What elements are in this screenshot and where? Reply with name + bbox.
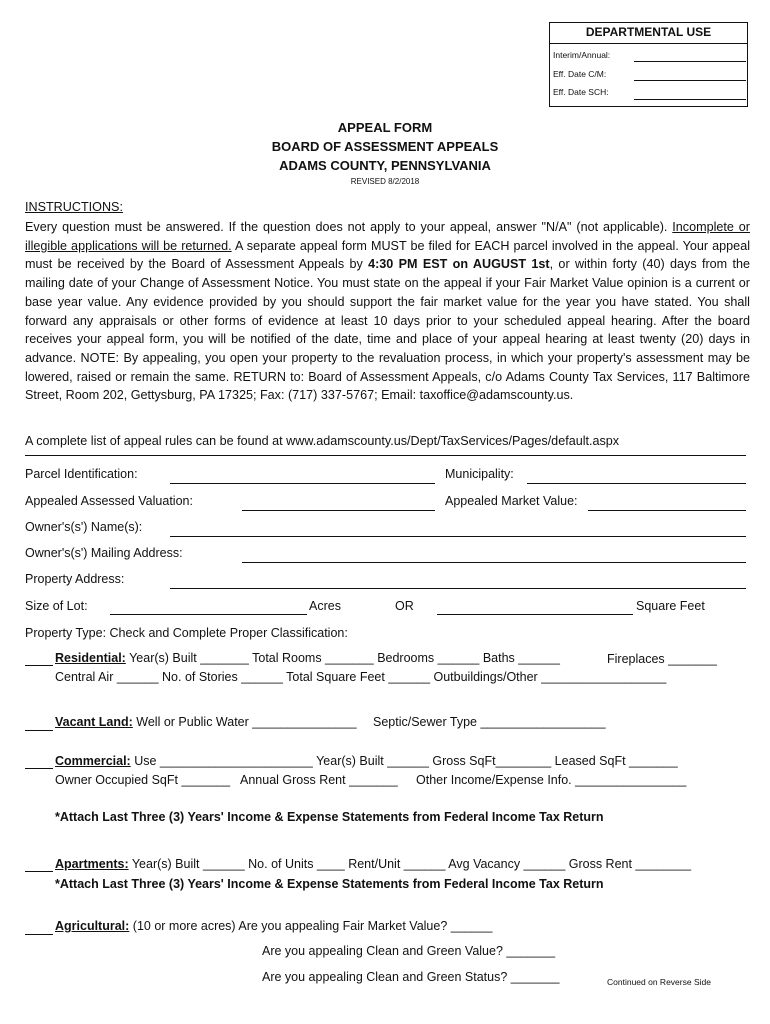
- incomplete-warning: Incomplete or illegible applications will be returned.: [25, 220, 750, 253]
- instructions-label: INSTRUCTIONS:: [25, 200, 123, 214]
- mailing-address-label: Owner's(s') Mailing Address:: [25, 546, 183, 560]
- well-water-field[interactable]: Well or Public Water _______________: [132, 715, 357, 729]
- agricultural-row-1: [55, 919, 492, 933]
- commercial-label: Commercial:: [55, 754, 131, 768]
- eff-date-cm-field[interactable]: [634, 80, 746, 81]
- commercial-row-1: [55, 754, 678, 768]
- or-label: OR: [395, 599, 414, 613]
- residential-row-1: [55, 651, 560, 665]
- parcel-label: Parcel Identification:: [25, 467, 138, 481]
- interim-annual-label: Interim/Annual:: [553, 50, 611, 60]
- departmental-use-header: DEPARTMENTAL USE: [585, 25, 712, 39]
- commercial-attach-note: *Attach Last Three (3) Years' Income & Expense Statements from Federal Income Tax Return: [55, 810, 604, 824]
- acres-field[interactable]: [110, 614, 307, 615]
- parcel-field[interactable]: [170, 483, 435, 484]
- owner-occupied-field[interactable]: Owner Occupied SqFt _______: [55, 773, 231, 787]
- owner-name-field[interactable]: [170, 536, 746, 537]
- rules-link-text: A complete list of appeal rules can be found at www.adamscounty.us/Dept/TaxServices/Pages/default.aspx: [25, 434, 620, 448]
- municipality-field[interactable]: [527, 483, 746, 484]
- section-divider: [25, 455, 746, 456]
- residential-row-2[interactable]: Central Air ______ No. of Stories ______ Total Square Feet ______ Outbuildings/Other __________________: [55, 670, 667, 684]
- market-value-field[interactable]: [588, 510, 746, 511]
- clean-green-value-question[interactable]: Are you appealing Clean and Green Value? _______: [262, 944, 556, 958]
- mailing-address-field[interactable]: [242, 562, 746, 563]
- departmental-use-box: [549, 22, 748, 107]
- instructions-part-2: A separate appeal form MUST be filed for EACH parcel involved in the appeal. Your appeal must be received by the Board of Assessment Appeals by: [25, 238, 750, 272]
- apartments-label: Apartments:: [55, 857, 129, 871]
- fair-market-value-question[interactable]: (10 or more acres) Are you appealing Fair Market Value? ______: [129, 919, 493, 933]
- property-address-label: Property Address:: [25, 572, 125, 586]
- eff-date-cm-label: Eff. Date C/M:: [553, 69, 607, 79]
- deadline: 4:30 PM EST on AUGUST 1st: [368, 257, 550, 272]
- instructions-part-1: Every question must be answered. If the question does not apply to your appeal, answer "N/A" (not applicable).: [25, 220, 673, 234]
- residential-checkbox[interactable]: [25, 665, 53, 666]
- lot-size-label: Size of Lot:: [25, 599, 88, 613]
- apartments-fields[interactable]: Year(s) Built ______ No. of Units ____ Rent/Unit ______ Avg Vacancy ______ Gross Rent ________: [128, 857, 692, 871]
- eff-date-sch-field[interactable]: [634, 99, 746, 100]
- market-value-label: Appealed Market Value:: [445, 494, 578, 508]
- property-address-field[interactable]: [170, 588, 746, 589]
- instructions-part-3: , or within forty (40) days from the mailing date of your Change of Assessment Notice. You must state on the appeal if your Fair Market Value opinion is a current or base year value. Any evidence provided by you should support the fair market value for the year you have stated. You shall forward any appraisals or other forms of evidence at least 10 days prior to your scheduled appeal hearing. After the board receives your appeal form, you will be notified of the date, time and place of your appeal hearing at least twenty (20) days in advance. NOTE: By appealing, you open your property to the revaluation process, in which your property's assessment may be lowered, raised or remain the same. RETURN to: Board of Assessment Appeals, c/o Adams County Tax Services, 117 Baltimore Street, Room 202, Gettysburg, PA 17325; Fax: (717) 337-5767; Email: taxoffice@adamscounty.us.: [25, 257, 750, 403]
- apartments-attach-note: *Attach Last Three (3) Years' Income & Expense Statements from Federal Income Tax Return: [55, 877, 604, 891]
- fireplaces-field[interactable]: Fireplaces _______: [607, 652, 717, 666]
- septic-field[interactable]: Septic/Sewer Type __________________: [373, 715, 606, 729]
- residential-label: Residential:: [55, 651, 126, 665]
- square-feet-field[interactable]: [437, 614, 633, 615]
- municipality-label: Municipality:: [445, 467, 514, 481]
- vacant-land-row: [55, 715, 357, 729]
- revised-date: REVISED 8/2/2018: [350, 177, 420, 186]
- apartments-checkbox[interactable]: [25, 871, 53, 872]
- assessed-valuation-label: Appealed Assessed Valuation:: [25, 494, 193, 508]
- interim-annual-field[interactable]: [634, 61, 746, 62]
- commercial-checkbox[interactable]: [25, 768, 53, 769]
- continued-note: Continued on Reverse Side: [607, 977, 711, 987]
- square-feet-label: Square Feet: [636, 599, 705, 613]
- instructions-text: [25, 218, 750, 405]
- clean-green-status-question[interactable]: Are you appealing Clean and Green Status? _______: [262, 970, 560, 984]
- eff-date-sch-label: Eff. Date SCH:: [553, 87, 609, 97]
- agricultural-checkbox[interactable]: [25, 934, 53, 935]
- board-title: BOARD OF ASSESSMENT APPEALS: [271, 139, 499, 154]
- vacant-land-label: Vacant Land:: [55, 715, 133, 729]
- acres-label: Acres: [309, 599, 341, 613]
- vacant-land-checkbox[interactable]: [25, 730, 53, 731]
- other-income-field[interactable]: Other Income/Expense Info. ________________: [416, 773, 687, 787]
- commercial-fields-1[interactable]: Use ______________________ Year(s) Built ______ Gross SqFt________ Leased SqFt _______: [130, 754, 678, 768]
- assessed-valuation-field[interactable]: [242, 510, 435, 511]
- residential-fields-1: Year(s) Built _______ Total Rooms _______ Bedrooms ______ Baths ______: [125, 651, 560, 665]
- owner-name-label: Owner's(s') Name(s):: [25, 520, 143, 534]
- county-title: ADAMS COUNTY, PENNSYLVANIA: [279, 158, 491, 173]
- agricultural-label: Agricultural:: [55, 919, 130, 933]
- apartments-row-1: [55, 857, 691, 871]
- annual-gross-rent-field[interactable]: Annual Gross Rent _______: [240, 773, 398, 787]
- property-type-label: Property Type: Check and Complete Proper Classification:: [25, 626, 348, 640]
- form-title: APPEAL FORM: [337, 120, 433, 135]
- divider: [550, 43, 747, 44]
